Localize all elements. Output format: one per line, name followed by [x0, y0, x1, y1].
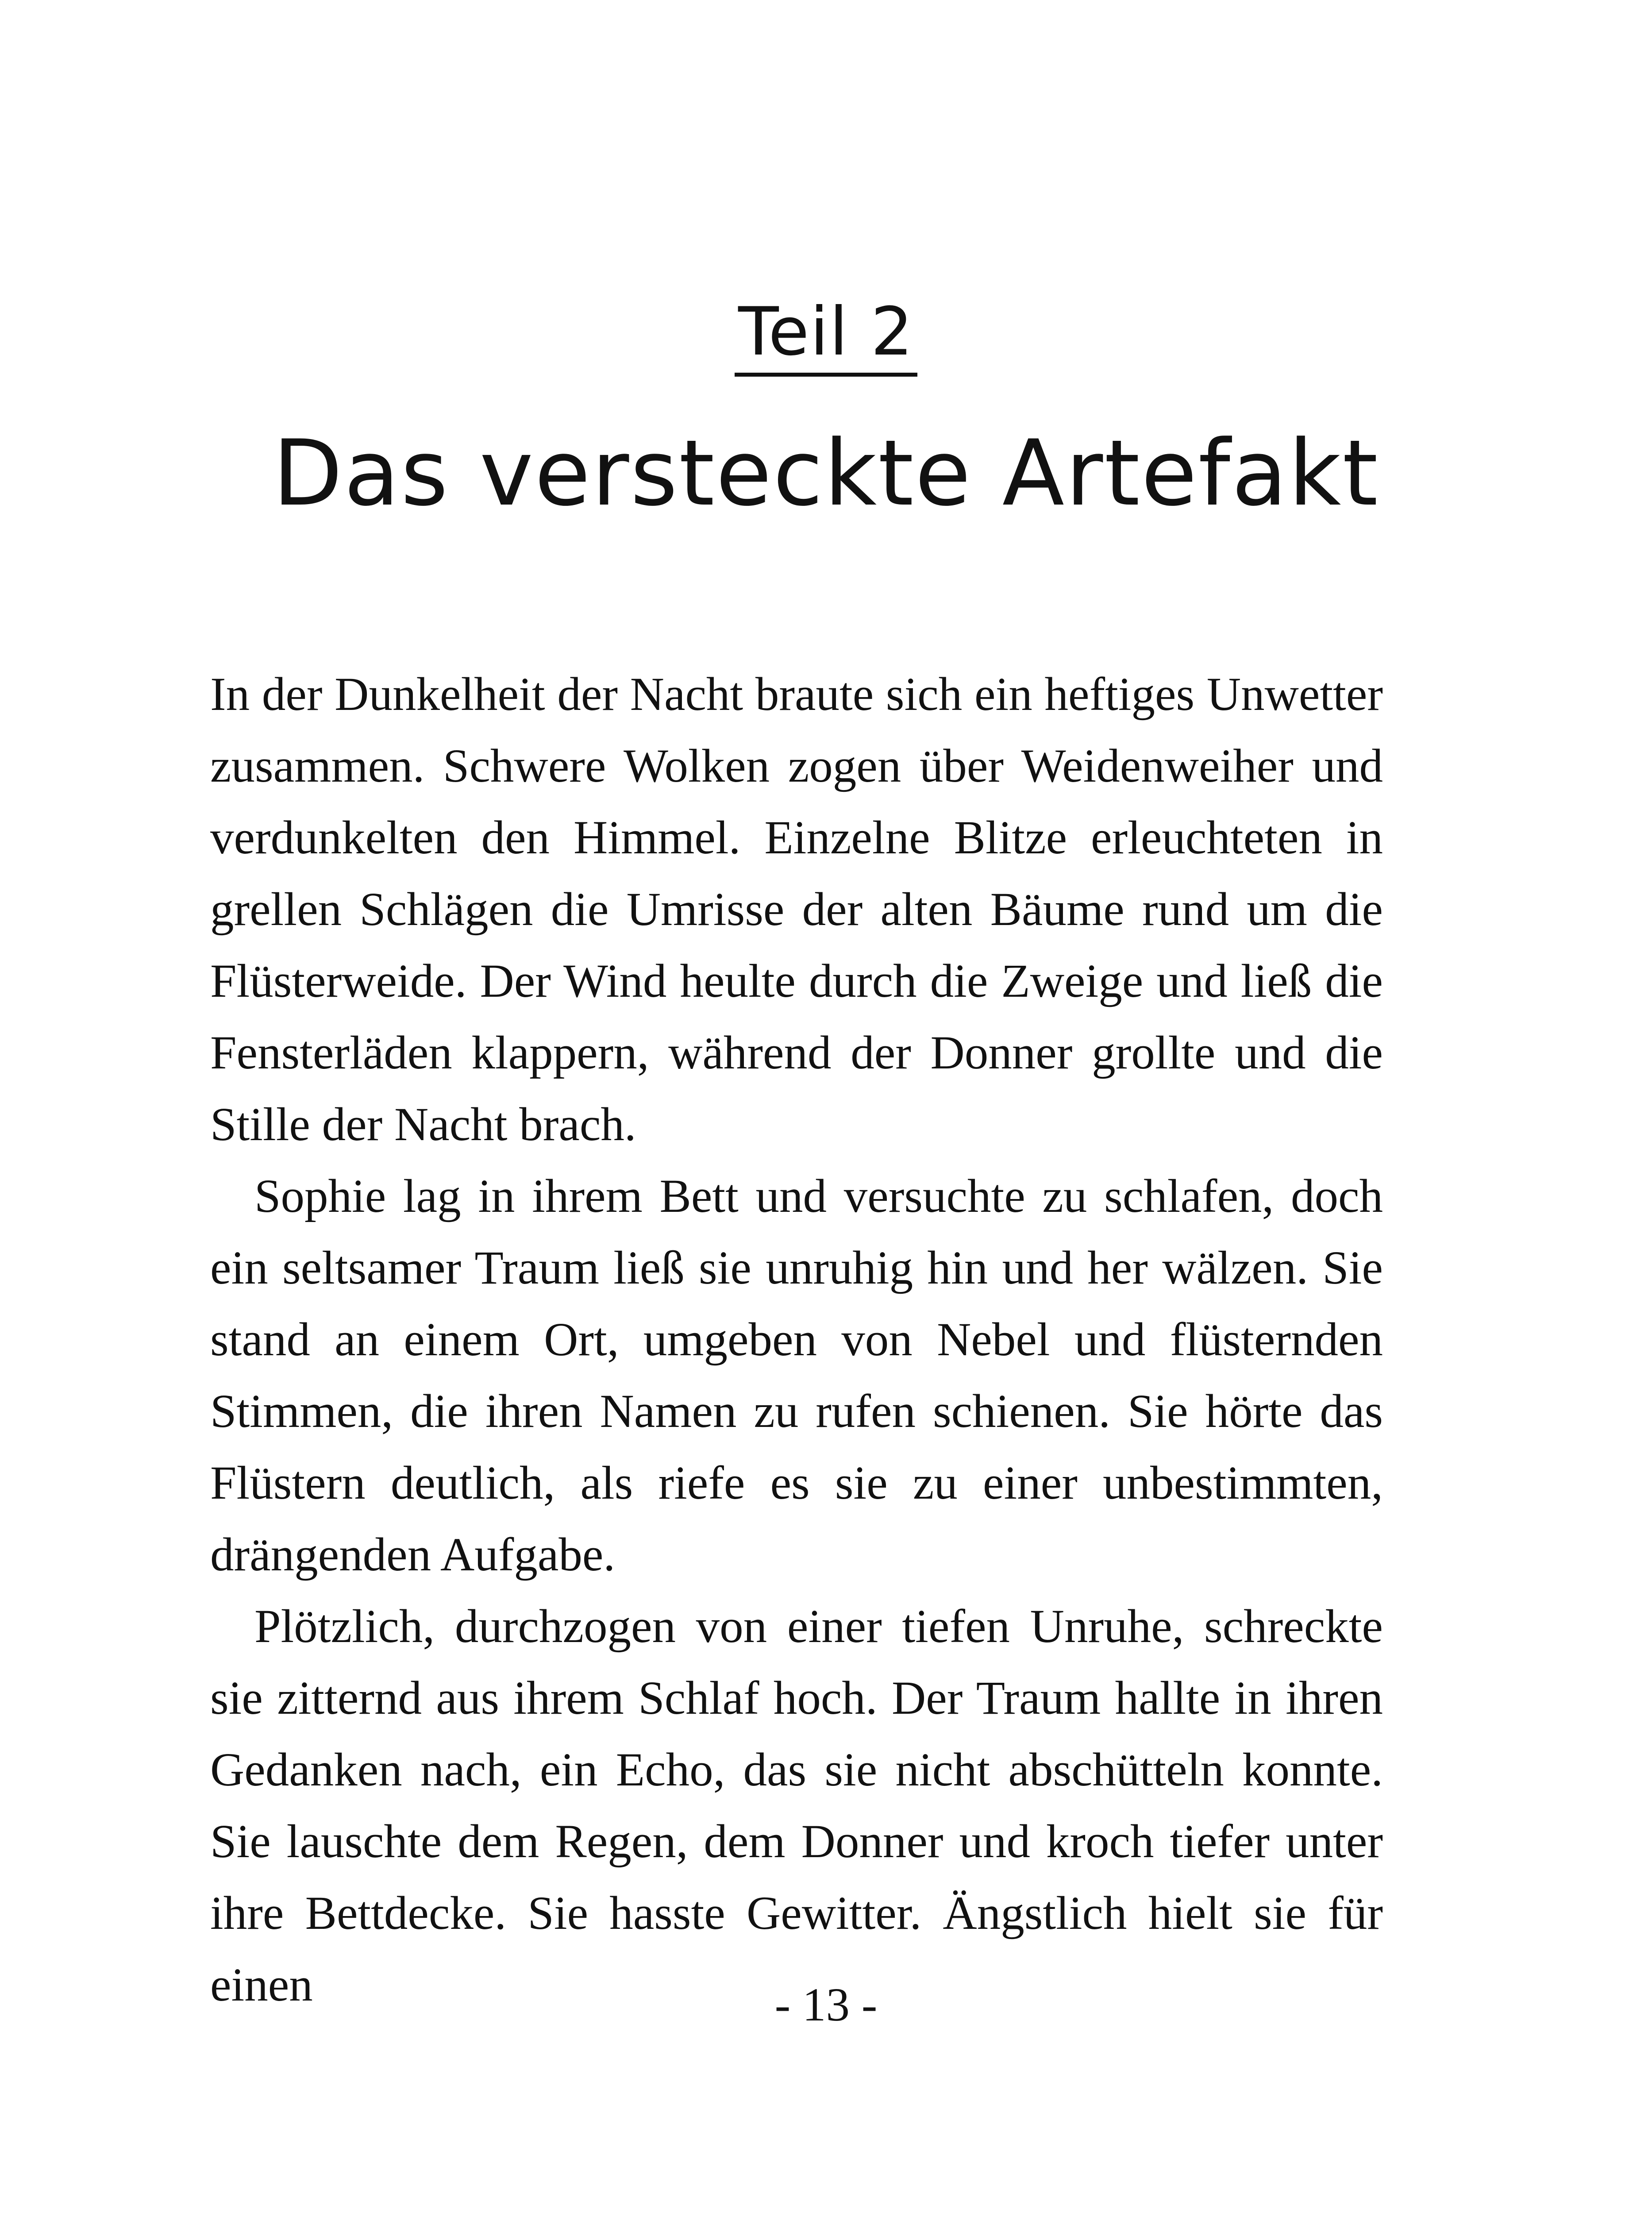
paragraph: Sophie lag in ihrem Bett und versuchte zu schlafen, doch ein seltsamer Traum ließ sie unruhig hin und her wälzen. Sie stand an einem Ort, umgeben von Nebel und flüsternden Stimmen, die ihren Namen zu rufen schienen. Sie hörte das Flüstern deutlich, als riefe es sie zu einer unbestimmten, drängenden Aufgabe.	[210, 1170, 1383, 1581]
page-number: - 13 -	[774, 1979, 878, 2031]
part-label-text: Teil 2	[735, 292, 917, 377]
chapter-title: Das versteckte Artefakt	[273, 421, 1379, 526]
paragraph: Plötzlich, durchzogen von einer tiefen Unruhe, schreckte sie zitternd aus ihrem Schlaf hoch. Der Traum hallte in ihren Gedanken nach, ein Echo, das sie nicht abschütteln konnte. Sie lauschte dem Regen, dem Donner und kroch tiefer unter ihre Bettdecke. Sie hasste Gewitter. Ängstlich hielt sie für einen	[210, 1600, 1383, 2011]
part-label	[0, 288, 1652, 377]
body-text	[210, 659, 1383, 2021]
paragraph: In der Dunkelheit der Nacht braute sich ein heftiges Unwetter zusammen. Schwere Wolken zogen über Weidenweiher und verdunkelten den Himmel. Einzelne Blitze erleuchteten in grellen Schlägen die Umrisse der alten Bäume rund um die Flüsterweide. Der Wind heulte durch die Zweige und ließ die Fensterläden klappern, während der Donner grollte und die Stille der Nacht brach.	[210, 668, 1383, 1151]
